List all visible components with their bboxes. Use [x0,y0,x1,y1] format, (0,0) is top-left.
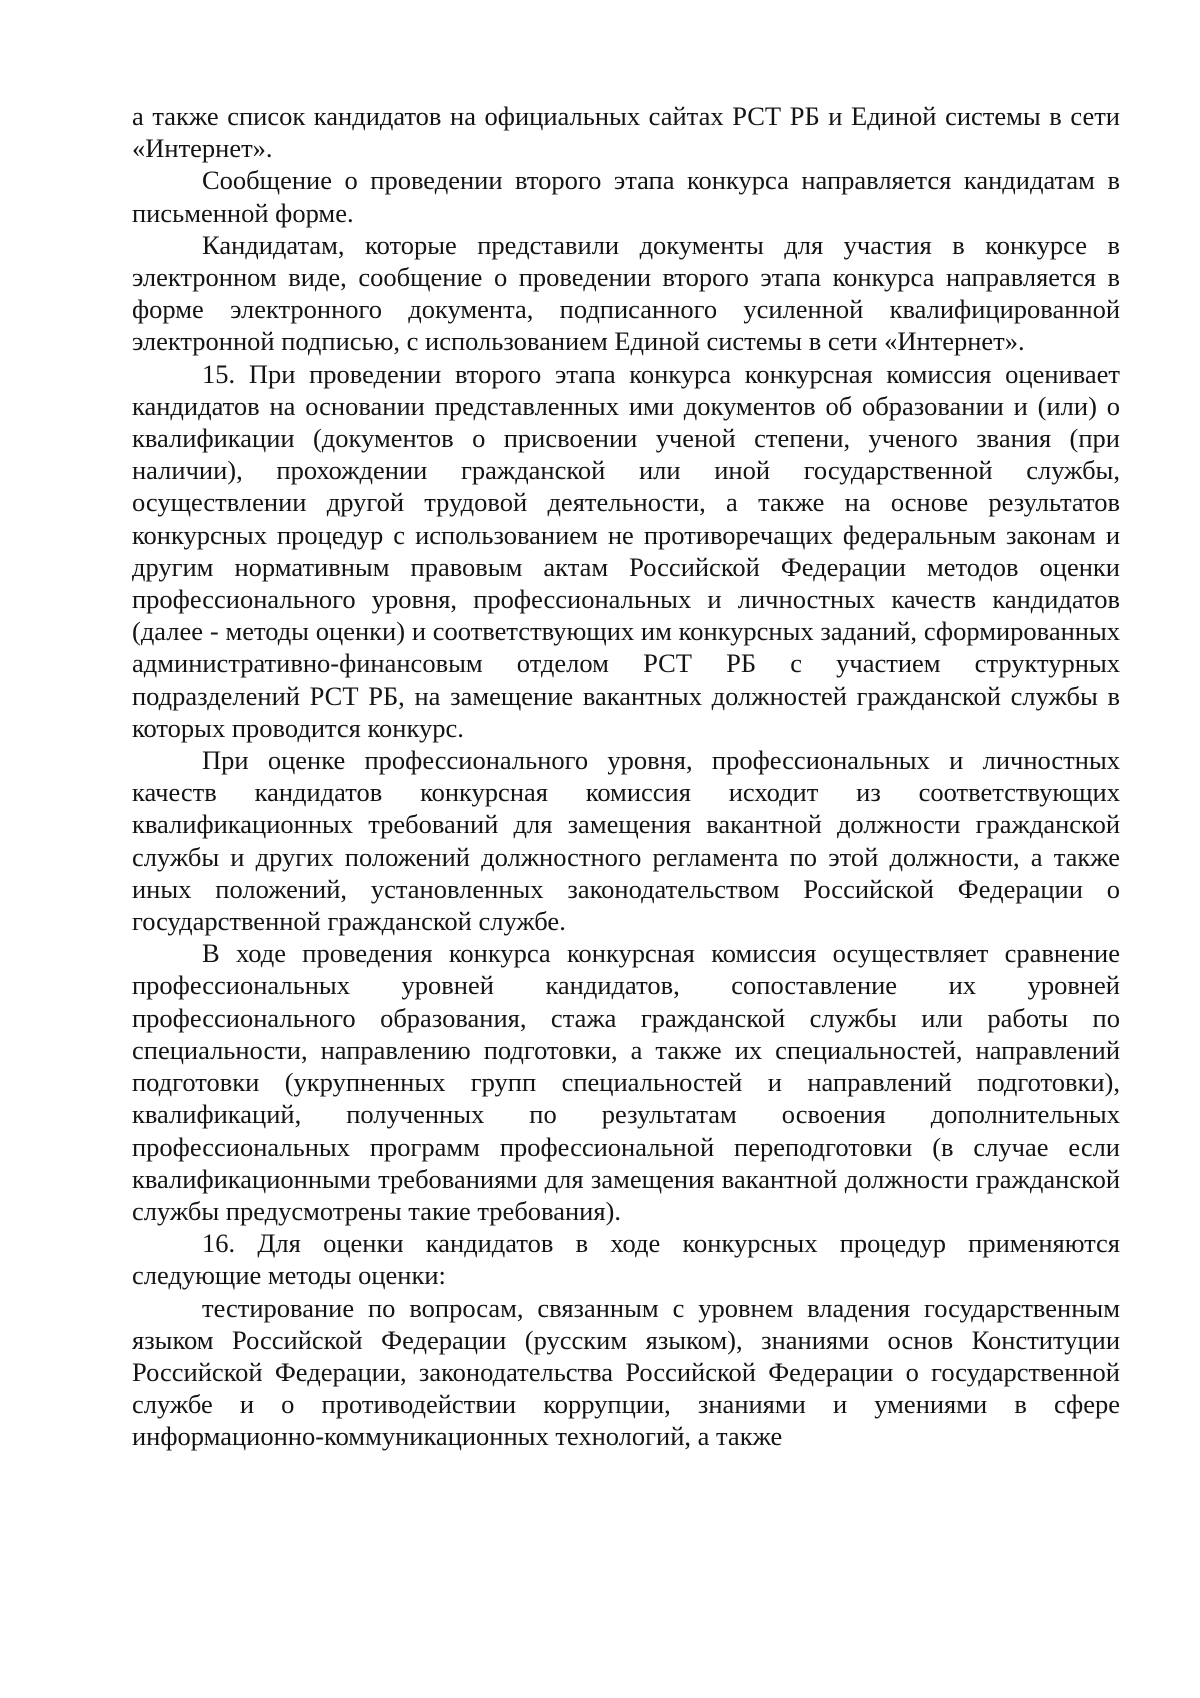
paragraph-item-15: 15. При проведении второго этапа конкурса конкурсная комиссия оценивает кандидатов на основании представленных ими документов об образовании и (или) о квалификации (документов о присвоении ученой степени, ученого звания (при наличии), прохождении гражданской или иной государственной службы, осуществлении другой трудовой деятельности, а также на основе результатов конкурсных процедур с использованием не противоречащих федеральным законам и другим нормативным правовым актам Российской Федерации методов оценки профессионального уровня, профессиональных и личностных качеств кандидатов (далее - методы оценки) и соответствующих им конкурсных заданий, сформированных административно-финансовым отделом РСТ РБ с участием структурных подразделений РСТ РБ, на замещение вакантных должностей гражданской службы в которых проводится конкурс. [132,358,1120,743]
paragraph-evaluation-basis: При оценке профессионального уровня, профессиональных и личностных качеств кандидатов конкурсная комиссия исходит из соответствующих квалификационных требований для замещения вакантной должности гражданской службы и других положений должностного регламента по этой должности, а также иных положений, установленных законодательством Российской Федерации о государственной гражданской службе. [132,745,1120,937]
paragraph-testing-method: тестирование по вопросам, связанным с уровнем владения государственным языком Российской Федерации (русским языком), знаниями основ Конституции Российской Федерации, законодательства Российской Федерации о государственной службе и о противодействии коррупции, знаниями и умениями в сфере информационно-коммуникационных технологий, а также [132,1292,1120,1452]
paragraph-item-16: 16. Для оценки кандидатов в ходе конкурсных процедур применяются следующие методы оценки: [132,1228,1120,1291]
document-body [132,100,1120,1453]
paragraph-continuation: а также список кандидатов на официальных сайтах РСТ РБ и Единой системы в сети «Интернет». [132,101,1120,164]
paragraph-notification-written: Сообщение о проведении второго этапа конкурса направляется кандидатам в письменной форме. [132,165,1120,228]
paragraph-notification-electronic: Кандидатам, которые представили документы для участия в конкурсе в электронном виде, сообщение о проведении второго этапа конкурса направляется в форме электронного документа, подписанного усиленной квалифицированной электронной подписью, с использованием Единой системы в сети «Интернет». [132,229,1120,357]
paragraph-comparison: В ходе проведения конкурса конкурсная комиссия осуществляет сравнение профессиональных уровней кандидатов, сопоставление их уровней профессионального образования, стажа гражданской службы или работы по специальности, направлению подготовки, а также их специальностей, направлений подготовки (укрупненных групп специальностей и направлений подготовки), квалификаций, полученных по результатам освоения дополнительных профессиональных программ профессиональной переподготовки (в случае если квалификационными требованиями для замещения вакантной должности гражданской службы предусмотрены такие требования). [132,938,1120,1226]
